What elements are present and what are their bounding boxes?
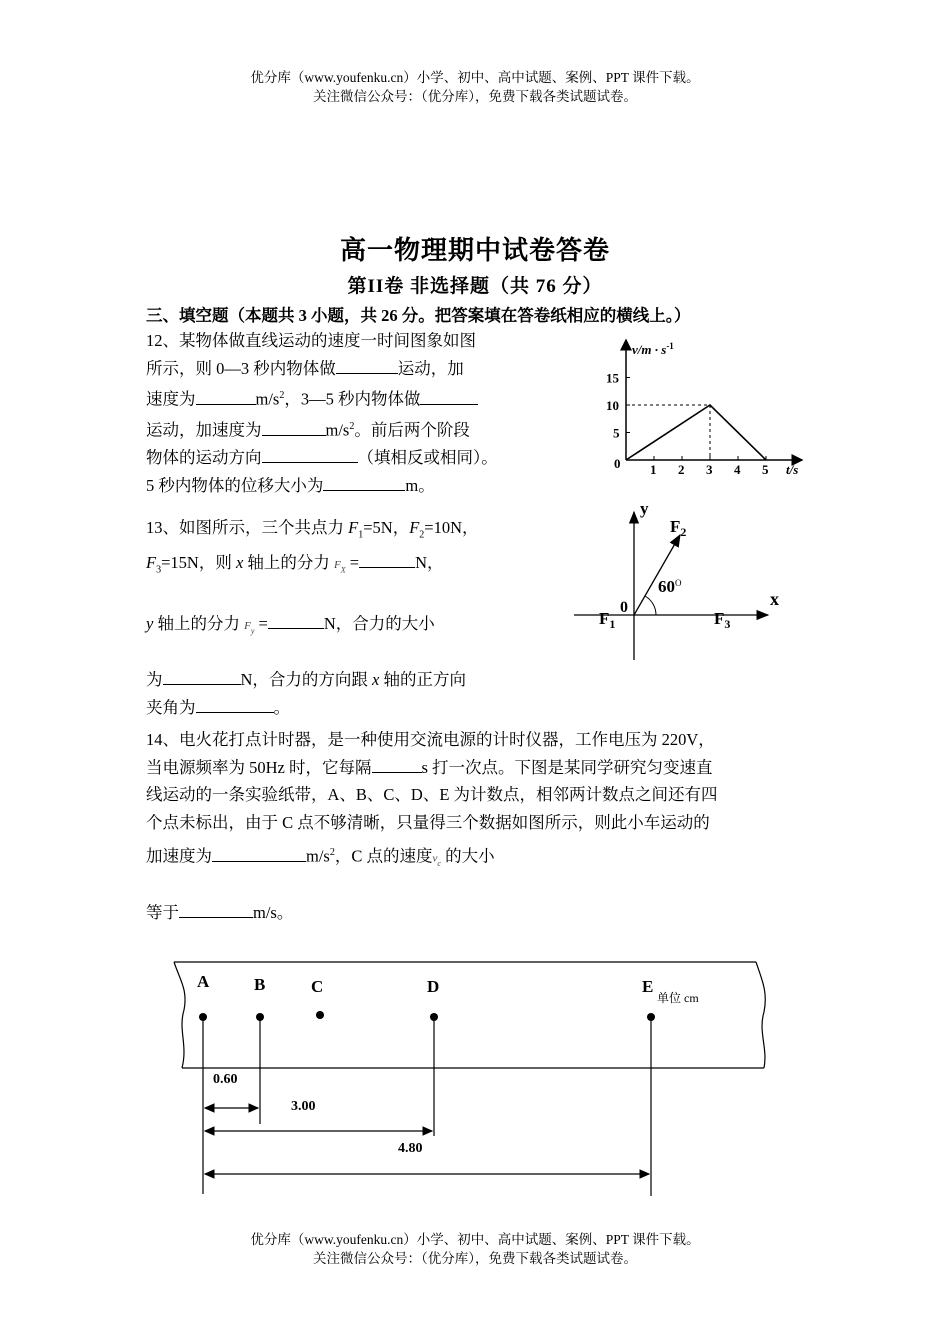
dot-C: [316, 1011, 324, 1019]
distance-2-label: 3.00: [291, 1099, 316, 1114]
q13-blank-resultant[interactable]: [163, 667, 241, 685]
F3-label: $F_3$: [714, 609, 731, 631]
vt-x-tick-label: 2: [678, 462, 685, 477]
vt-x-tick-label: 1: [650, 462, 657, 477]
q12-line-5: 物体的运动方向 （填相反或相同）。: [146, 444, 576, 472]
F2-label: $F_2$: [670, 517, 687, 539]
point-C-label: C: [311, 977, 324, 996]
q13-line-5: 夹角为 。: [146, 694, 566, 722]
tape-diagram: [160, 950, 780, 1200]
footer-line-2: 关注微信公众号：（优分库），免费下载各类试题试卷。: [313, 1251, 637, 1266]
q14-line-1: 14、电火花打点计时器，是一种使用交流电源的计时仪器，工作电压为 220V，: [146, 730, 715, 749]
q12-blank-6[interactable]: [323, 473, 405, 491]
q12-line-3: 速度为 $m/s^2$，3—5 秒内物体做: [146, 382, 576, 413]
angle-arc: [645, 596, 656, 615]
vt-y-tick-label: 10: [606, 398, 619, 413]
q12-blank-4[interactable]: [262, 418, 326, 436]
q13-line-2: $F_3=15N$，则 x 轴上的分力 $F_X = N$，: [146, 549, 566, 584]
vt-y-tick-label: 15: [606, 370, 619, 386]
q12-line-6: 5 秒内物体的位移大小为 m。: [146, 472, 576, 500]
q14-blank-vc[interactable]: [179, 900, 253, 918]
q14-line-2: 当电源频率为 50Hz 时，它每隔 s 打一次点。下图是某同学研究匀变速直: [146, 754, 816, 782]
distance-3-label: 4.80: [398, 1141, 423, 1156]
force-diagram: [570, 492, 820, 664]
q12-blank-1[interactable]: [336, 356, 398, 374]
q13-blank-fx[interactable]: [359, 550, 415, 568]
header-line-2: 关注微信公众号：（优分库），免费下载各类试题试卷。: [313, 89, 637, 104]
q12-line-4: 运动，加速度为 $m/s^2$。前后两个阶段: [146, 413, 576, 444]
page-subtitle: 第II卷 非选择题（共 76 分）: [347, 276, 603, 297]
vt-x-tick-label: 5: [762, 462, 769, 477]
vt-origin-label: 0: [614, 456, 621, 471]
q12-blank-5[interactable]: [262, 445, 358, 463]
section-3-heading: 三、填空题（本题共 3 小题，共 26 分。把答案填在答卷纸相应的横线上。）: [146, 306, 691, 325]
q12-blank-3[interactable]: [420, 387, 478, 405]
q13-blank-angle[interactable]: [196, 695, 274, 713]
vt-x-label: t/s: [786, 462, 799, 477]
angle-label: $60^O$: [658, 577, 682, 596]
q14-blank-period[interactable]: [372, 755, 422, 773]
q14-line-6: 等于 m/s。: [146, 899, 816, 927]
point-E-label: E: [642, 977, 654, 996]
y-axis-label: y: [640, 499, 649, 518]
vt-x-tick-label: 3: [706, 462, 713, 477]
point-D-label: D: [427, 977, 440, 996]
q13-blank-fy[interactable]: [268, 611, 324, 629]
page-header: [0, 68, 950, 106]
vt-y-label: $v/m \cdot s^{-1}$: [632, 341, 674, 357]
q12-line-2: 所示，则 0—3 秒内物体做 运动，加: [146, 355, 576, 383]
x-axis-label: x: [770, 589, 779, 609]
header-line-1: 优分库（www.youfenku.cn）小学、初中、高中试题、案例、PPT 课件下载。: [250, 70, 700, 85]
force-F2-arrow: [634, 535, 680, 615]
vt-x-tick-label: 4: [734, 462, 741, 477]
q13-line-3: y 轴上的分力 $F_y = N$，合力的大小: [146, 610, 566, 645]
unit-label: 单位 cm: [657, 991, 699, 1005]
q13-line-1: 13、如图所示，三个共点力 $F_1=5N$，$F_2=10N$，: [146, 518, 479, 541]
vt-series-line: [626, 405, 766, 460]
velocity-time-chart: [590, 330, 820, 480]
question-12: [146, 327, 576, 499]
origin-label: 0: [620, 599, 628, 616]
q14-line-4: 个点未标出，由于 C 点不够清晰，只量得三个数据如图所示，则此小车运动的: [146, 812, 710, 832]
footer-line-1: 优分库（www.youfenku.cn）小学、初中、高中试题、案例、PPT 课件下载。: [250, 1232, 700, 1247]
question-14: [146, 726, 816, 927]
q12-line-1: 12、某物体做直线运动的速度一时间图象如图: [146, 331, 476, 350]
point-A-label: A: [197, 972, 210, 991]
tape-left-tear: [174, 962, 185, 1068]
page-footer: [0, 1230, 950, 1268]
question-13: [146, 514, 566, 721]
q14-line-5: 加速度为 $m/s^2$，C 点的速度$v_c$ 的大小: [146, 839, 816, 877]
page-title: 高一物理期中试卷答卷: [339, 236, 610, 265]
q12-blank-2[interactable]: [196, 387, 256, 405]
q14-blank-acceleration[interactable]: [212, 844, 306, 862]
distance-1-label: 0.60: [213, 1072, 238, 1087]
q14-line-3: 线运动的一条实验纸带，A、B、C、D、E 为计数点，相邻两计数点之间还有四: [146, 785, 718, 804]
tape-right-tear: [756, 962, 765, 1068]
q13-line-4: 为 N，合力的方向跟 x 轴的正方向: [146, 666, 566, 694]
F1-label: $F_1$: [599, 609, 616, 631]
point-B-label: B: [254, 975, 266, 994]
vt-y-tick-label: 5: [613, 425, 620, 441]
